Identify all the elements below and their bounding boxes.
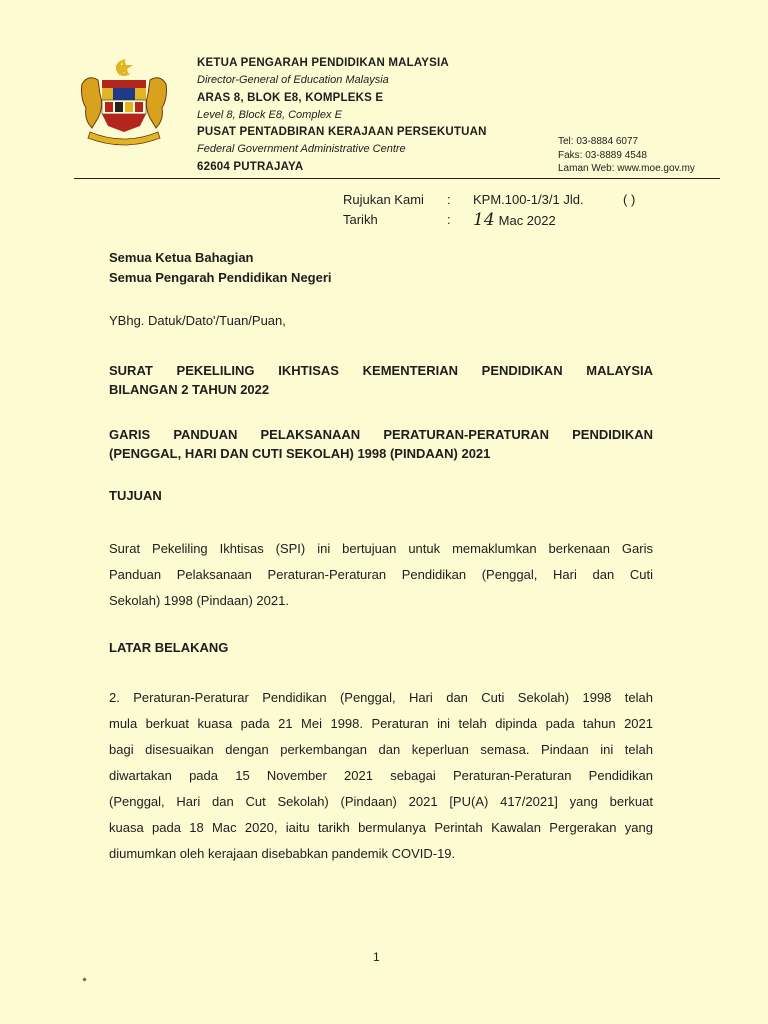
reference-number-blank: ( ) [623,192,636,207]
salutation: YBhg. Datuk/Dato'/Tuan/Puan, [109,313,286,328]
header-divider [74,178,720,179]
date-value [473,210,556,231]
letterhead-line: Director-General of Education Malaysia [197,74,389,87]
letterhead-line: Federal Government Administrative Centre [197,143,406,156]
paragraph-line: Surat Pekeliling Ikhtisas (SPI) ini bertujuan untuk memaklumkan berkenaan Garis [109,541,653,556]
telephone: Tel: 03-8884 6077 [558,136,639,147]
guideline-title [109,425,653,463]
paragraph-line: (Penggal, Hari dan Cut Sekolah) (Pindaan) 2021 [PU(A) 417/2021] yang berkuat [109,794,653,809]
reference-value: KPM.100-1/3/1 Jld. [473,192,584,207]
letterhead-line: 62604 PUTRAJAYA [197,160,304,173]
recipient-line: Semua Pengarah Pendidikan Negeri [109,270,332,285]
paragraph-line: Panduan Pelaksanaan Peraturan-Peraturan Pendidikan (Penggal, Hari dan Cuti [109,567,653,582]
title-line: GARIS PANDUAN PELAKSANAAN PERATURAN-PERATURAN PENDIDIKAN [109,427,653,442]
date-label: Tarikh [343,212,378,227]
title-line: (PENGGAL, HARI DAN CUTI SEKOLAH) 1998 (PINDAAN) 2021 [109,446,491,461]
paragraph-line: bagi disesuaikan dengan perkembangan dan keperluan semasa. Pindaan ini telah [109,742,653,757]
section-heading: TUJUAN [109,488,162,503]
page-number: 1 [373,950,380,964]
letterhead-line: ARAS 8, BLOK E8, KOMPLEKS E [197,91,384,104]
paragraph-line: diwartakan pada 15 November 2021 sebagai Peraturan-Peraturan Pendidikan [109,768,653,783]
paragraph-line: kuasa pada 18 Mac 2020, iaitu tarikh bermulanya Perintah Kawalan Pergerakan yang [109,820,653,835]
section-heading: LATAR BELAKANG [109,640,229,655]
reference-label: Rujukan Kami [343,192,424,207]
letterhead-line: PUSAT PENTADBIRAN KERAJAAN PERSEKUTUAN [197,126,487,139]
title-line: BILANGAN 2 TAHUN 2022 [109,382,270,397]
letterhead-line: KETUA PENGARAH PENDIDIKAN MALAYSIA [197,57,449,69]
recipients [109,248,653,288]
title-line: SURAT PEKELILING IKHTISAS KEMENTERIAN PENDIDIKAN MALAYSIA [109,363,653,378]
letterhead [197,55,487,176]
recipient-line: Semua Ketua Bahagian [109,250,254,265]
letterhead-line: Level 8, Block E8, Complex E [197,108,342,121]
paragraph-line: mula berkuat kuasa pada 21 Mei 1998. Peraturan ini telah dipinda pada tahun 2021 [109,716,653,731]
reference-colon: : [447,192,451,207]
malaysia-coat-of-arms-icon [74,56,174,148]
contact-info [558,135,695,176]
scan-speck [82,977,86,981]
date-colon: : [447,212,451,227]
circular-title [109,361,653,399]
date-month-year: Mac 2022 [498,213,556,228]
paragraph-line: 2. Peraturan-Peraturar Pendidikan (Penggal, Hari dan Cuti Sekolah) 1998 telah [109,690,653,705]
fax: Faks: 03-8889 4548 [558,149,647,161]
section-paragraph [109,685,653,867]
paragraph-line: Sekolah) 1998 (Pindaan) 2021. [109,593,289,608]
website: Laman Web: www.moe.gov.my [558,163,695,174]
handwritten-day: 14 [473,210,495,230]
paragraph-line: diumumkan oleh kerajaan disebabkan pandemik COVID-19. [109,846,456,861]
section-paragraph [109,536,653,614]
